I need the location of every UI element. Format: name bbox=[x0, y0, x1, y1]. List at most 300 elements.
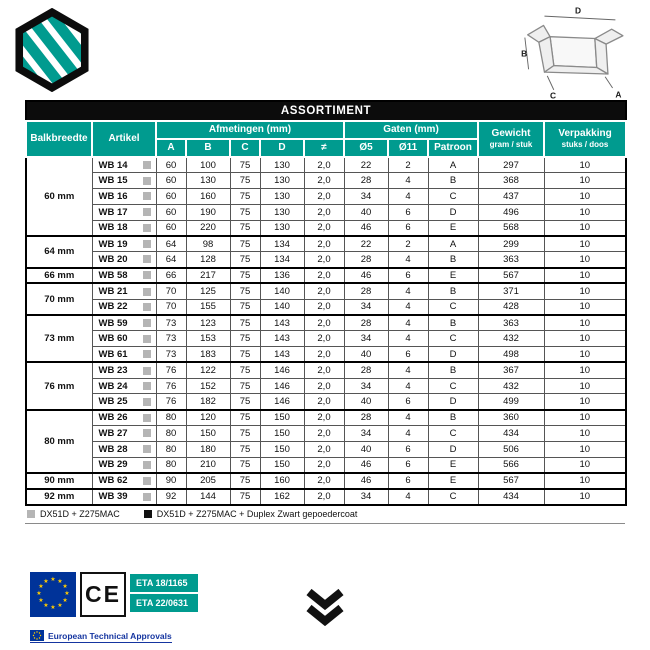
b-cell: 144 bbox=[186, 489, 230, 505]
a-cell: 66 bbox=[156, 268, 186, 284]
svg-text:★: ★ bbox=[43, 602, 49, 610]
t-cell: 2,0 bbox=[304, 489, 344, 505]
t-cell: 2,0 bbox=[304, 268, 344, 284]
o11-cell: 4 bbox=[388, 378, 428, 394]
gewicht-subtitle: gram / stuk bbox=[489, 140, 533, 150]
table-row bbox=[26, 204, 626, 220]
b-cell: 128 bbox=[186, 252, 230, 268]
col-header-patroon: Patroon bbox=[428, 139, 478, 157]
patroon-cell: B bbox=[428, 252, 478, 268]
o11-cell: 2 bbox=[388, 236, 428, 252]
a-cell: 90 bbox=[156, 473, 186, 489]
col-header-afmetingen: Afmetingen (mm) bbox=[156, 121, 344, 139]
col-header-c: C bbox=[230, 139, 260, 157]
o5-cell: 46 bbox=[344, 220, 388, 236]
t-cell: 2,0 bbox=[304, 426, 344, 442]
d-cell: 140 bbox=[260, 283, 304, 299]
finish-indicator bbox=[143, 461, 151, 469]
verpakking-cell: 10 bbox=[544, 173, 626, 189]
artikel-cell bbox=[92, 394, 156, 410]
artikel-label: WB 59 bbox=[98, 317, 128, 329]
c-cell: 75 bbox=[230, 347, 260, 363]
t-cell: 2,0 bbox=[304, 457, 344, 473]
b-cell: 183 bbox=[186, 347, 230, 363]
table-row bbox=[26, 347, 626, 363]
table-row bbox=[26, 236, 626, 252]
t-cell: 2,0 bbox=[304, 283, 344, 299]
verpakking-cell: 10 bbox=[544, 220, 626, 236]
finish-indicator bbox=[143, 224, 151, 232]
gewicht-cell: 432 bbox=[478, 331, 544, 347]
b-cell: 210 bbox=[186, 457, 230, 473]
artikel-label: WB 23 bbox=[98, 365, 128, 376]
assortiment-section bbox=[25, 100, 625, 524]
finish-indicator bbox=[143, 240, 151, 248]
c-cell: 75 bbox=[230, 394, 260, 410]
eu-mini-flag-icon bbox=[30, 630, 44, 641]
verpakking-cell: 10 bbox=[544, 236, 626, 252]
artikel-cell bbox=[92, 410, 156, 426]
artikel-label: WB 22 bbox=[98, 301, 128, 313]
d-cell: 134 bbox=[260, 252, 304, 268]
verpakking-subtitle: stuks / doos bbox=[561, 140, 609, 150]
o5-cell: 34 bbox=[344, 189, 388, 205]
a-cell: 80 bbox=[156, 441, 186, 457]
artikel-cell bbox=[92, 315, 156, 331]
grey-finish-swatch bbox=[27, 510, 35, 518]
o11-cell: 4 bbox=[388, 489, 428, 505]
balkbreedte-cell: 80 mm bbox=[26, 410, 92, 473]
t-cell: 2,0 bbox=[304, 236, 344, 252]
table-row bbox=[26, 220, 626, 236]
c-cell: 75 bbox=[230, 173, 260, 189]
o5-cell: 28 bbox=[344, 283, 388, 299]
o5-cell: 34 bbox=[344, 489, 388, 505]
artikel-label: WB 27 bbox=[98, 427, 128, 439]
o11-cell: 4 bbox=[388, 299, 428, 315]
artikel-cell bbox=[92, 220, 156, 236]
b-cell: 160 bbox=[186, 189, 230, 205]
artikel-cell bbox=[92, 268, 156, 284]
finish-indicator bbox=[143, 414, 151, 422]
b-cell: 122 bbox=[186, 362, 230, 378]
verpakking-cell: 10 bbox=[544, 378, 626, 394]
o11-cell: 4 bbox=[388, 173, 428, 189]
c-cell: 75 bbox=[230, 378, 260, 394]
c-cell: 75 bbox=[230, 315, 260, 331]
c-cell: 75 bbox=[230, 489, 260, 505]
scroll-down-chevrons[interactable] bbox=[302, 588, 348, 626]
gewicht-cell: 371 bbox=[478, 283, 544, 299]
chevron-down-icon bbox=[302, 588, 348, 626]
t-cell: 2,0 bbox=[304, 299, 344, 315]
verpakking-cell: 10 bbox=[544, 457, 626, 473]
gewicht-cell: 297 bbox=[478, 157, 544, 173]
o11-cell: 4 bbox=[388, 189, 428, 205]
c-cell: 75 bbox=[230, 410, 260, 426]
a-cell: 60 bbox=[156, 173, 186, 189]
o5-cell: 34 bbox=[344, 331, 388, 347]
o5-cell: 28 bbox=[344, 410, 388, 426]
table-row bbox=[26, 157, 626, 173]
o5-cell: 40 bbox=[344, 204, 388, 220]
table-row bbox=[26, 283, 626, 299]
t-cell: 2,0 bbox=[304, 252, 344, 268]
legend-label: DX51D + Z275MAC + Duplex Zwart gepoedercoat bbox=[156, 508, 358, 519]
b-cell: 150 bbox=[186, 426, 230, 442]
artikel-label: WB 26 bbox=[98, 412, 128, 424]
o5-cell: 46 bbox=[344, 457, 388, 473]
d-cell: 146 bbox=[260, 378, 304, 394]
gewicht-cell: 434 bbox=[478, 426, 544, 442]
o11-cell: 2 bbox=[388, 157, 428, 173]
artikel-label: WB 15 bbox=[98, 175, 128, 187]
dim-label-b: B bbox=[521, 48, 528, 59]
artikel-label: WB 60 bbox=[98, 333, 128, 345]
a-cell: 76 bbox=[156, 362, 186, 378]
table-title: ASSORTIMENT bbox=[26, 101, 626, 121]
o5-cell: 28 bbox=[344, 173, 388, 189]
b-cell: 120 bbox=[186, 410, 230, 426]
o11-cell: 4 bbox=[388, 331, 428, 347]
artikel-cell bbox=[92, 378, 156, 394]
balkbreedte-cell: 92 mm bbox=[26, 489, 92, 505]
o11-cell: 6 bbox=[388, 220, 428, 236]
o11-cell: 6 bbox=[388, 394, 428, 410]
svg-text:★: ★ bbox=[50, 576, 56, 583]
d-cell: 130 bbox=[260, 173, 304, 189]
verpakking-cell: 10 bbox=[544, 347, 626, 363]
finish-indicator bbox=[143, 477, 151, 485]
artikel-cell bbox=[92, 489, 156, 505]
o5-cell: 22 bbox=[344, 157, 388, 173]
artikel-cell bbox=[92, 299, 156, 315]
c-cell: 75 bbox=[230, 252, 260, 268]
t-cell: 2,0 bbox=[304, 410, 344, 426]
legend-item-standard bbox=[27, 509, 120, 519]
balkbreedte-cell: 60 mm bbox=[26, 157, 92, 236]
t-cell: 2,0 bbox=[304, 394, 344, 410]
joist-hanger-icon bbox=[518, 4, 640, 102]
c-cell: 75 bbox=[230, 283, 260, 299]
artikel-label: WB 18 bbox=[98, 222, 128, 234]
svg-text:★: ★ bbox=[36, 590, 42, 597]
t-cell: 2,0 bbox=[304, 173, 344, 189]
a-cell: 60 bbox=[156, 204, 186, 220]
c-cell: 75 bbox=[230, 299, 260, 315]
c-cell: 75 bbox=[230, 331, 260, 347]
a-cell: 70 bbox=[156, 299, 186, 315]
d-cell: 143 bbox=[260, 347, 304, 363]
c-cell: 75 bbox=[230, 473, 260, 489]
a-cell: 64 bbox=[156, 236, 186, 252]
artikel-cell bbox=[92, 236, 156, 252]
patroon-cell: C bbox=[428, 299, 478, 315]
a-cell: 80 bbox=[156, 410, 186, 426]
assortiment-table bbox=[25, 100, 627, 506]
svg-text:★: ★ bbox=[62, 583, 68, 590]
verpakking-cell: 10 bbox=[544, 410, 626, 426]
o11-cell: 4 bbox=[388, 252, 428, 268]
artikel-cell bbox=[92, 473, 156, 489]
b-cell: 130 bbox=[186, 173, 230, 189]
patroon-cell: B bbox=[428, 410, 478, 426]
o5-cell: 22 bbox=[344, 236, 388, 252]
svg-text:★: ★ bbox=[38, 597, 44, 604]
col-header-o5: Ø5 bbox=[344, 139, 388, 157]
technical-drawing bbox=[518, 4, 640, 102]
a-cell: 70 bbox=[156, 283, 186, 299]
c-cell: 75 bbox=[230, 441, 260, 457]
gewicht-cell: 299 bbox=[478, 236, 544, 252]
svg-text:★: ★ bbox=[62, 597, 68, 604]
o5-cell: 46 bbox=[344, 473, 388, 489]
brand-logo bbox=[10, 8, 94, 92]
black-finish-swatch bbox=[144, 510, 152, 518]
finish-indicator bbox=[143, 382, 151, 390]
verpakking-cell: 10 bbox=[544, 315, 626, 331]
verpakking-cell: 10 bbox=[544, 299, 626, 315]
b-cell: 123 bbox=[186, 315, 230, 331]
balkbreedte-cell: 76 mm bbox=[26, 362, 92, 409]
b-cell: 182 bbox=[186, 394, 230, 410]
artikel-label: WB 16 bbox=[98, 190, 128, 202]
verpakking-cell: 10 bbox=[544, 252, 626, 268]
gewicht-cell: 434 bbox=[478, 489, 544, 505]
o5-cell: 34 bbox=[344, 299, 388, 315]
col-header-thickness: ≠ bbox=[304, 139, 344, 157]
t-cell: 2,0 bbox=[304, 473, 344, 489]
verpakking-cell: 10 bbox=[544, 283, 626, 299]
patroon-cell: E bbox=[428, 220, 478, 236]
d-cell: 140 bbox=[260, 299, 304, 315]
eta-approvals bbox=[130, 574, 198, 612]
finish-indicator bbox=[143, 288, 151, 296]
table-row bbox=[26, 441, 626, 457]
b-cell: 98 bbox=[186, 236, 230, 252]
verpakking-cell: 10 bbox=[544, 204, 626, 220]
o5-cell: 40 bbox=[344, 394, 388, 410]
c-cell: 75 bbox=[230, 189, 260, 205]
artikel-label: WB 14 bbox=[98, 159, 128, 171]
patroon-cell: B bbox=[428, 362, 478, 378]
artikel-label: WB 21 bbox=[98, 286, 128, 298]
artikel-cell bbox=[92, 457, 156, 473]
artikel-cell bbox=[92, 204, 156, 220]
c-cell: 75 bbox=[230, 157, 260, 173]
d-cell: 162 bbox=[260, 489, 304, 505]
svg-text:★: ★ bbox=[50, 604, 56, 611]
verpakking-cell: 10 bbox=[544, 268, 626, 284]
o11-cell: 4 bbox=[388, 362, 428, 378]
finish-indicator bbox=[143, 493, 151, 501]
patroon-cell: C bbox=[428, 489, 478, 505]
svg-text:★: ★ bbox=[38, 583, 44, 590]
d-cell: 150 bbox=[260, 441, 304, 457]
finish-indicator bbox=[143, 177, 151, 185]
t-cell: 2,0 bbox=[304, 347, 344, 363]
b-cell: 100 bbox=[186, 157, 230, 173]
col-header-gaten: Gaten (mm) bbox=[344, 121, 478, 139]
table-row bbox=[26, 473, 626, 489]
patroon-cell: C bbox=[428, 426, 478, 442]
svg-text:★: ★ bbox=[57, 602, 63, 610]
gewicht-title: Gewicht bbox=[491, 128, 531, 140]
table-row bbox=[26, 331, 626, 347]
table-row bbox=[26, 315, 626, 331]
o5-cell: 40 bbox=[344, 441, 388, 457]
eta-chip: ETA 18/1165 bbox=[130, 574, 198, 592]
verpakking-cell: 10 bbox=[544, 189, 626, 205]
artikel-cell bbox=[92, 362, 156, 378]
artikel-label: WB 58 bbox=[98, 269, 128, 281]
b-cell: 153 bbox=[186, 331, 230, 347]
finish-indicator bbox=[143, 255, 151, 263]
table-row bbox=[26, 173, 626, 189]
d-cell: 143 bbox=[260, 315, 304, 331]
t-cell: 2,0 bbox=[304, 189, 344, 205]
patroon-cell: D bbox=[428, 347, 478, 363]
verpakking-cell: 10 bbox=[544, 331, 626, 347]
a-cell: 80 bbox=[156, 457, 186, 473]
gewicht-cell: 496 bbox=[478, 204, 544, 220]
d-cell: 150 bbox=[260, 426, 304, 442]
verpakking-cell: 10 bbox=[544, 441, 626, 457]
finish-indicator bbox=[143, 367, 151, 375]
balkbreedte-cell: 70 mm bbox=[26, 283, 92, 315]
a-cell: 80 bbox=[156, 426, 186, 442]
o11-cell: 4 bbox=[388, 426, 428, 442]
col-header-verpakking bbox=[544, 121, 626, 157]
artikel-cell bbox=[92, 347, 156, 363]
table-row bbox=[26, 299, 626, 315]
c-cell: 75 bbox=[230, 268, 260, 284]
c-cell: 75 bbox=[230, 236, 260, 252]
col-header-artikel: Artikel bbox=[92, 121, 156, 157]
patroon-cell: D bbox=[428, 394, 478, 410]
a-cell: 73 bbox=[156, 347, 186, 363]
b-cell: 180 bbox=[186, 441, 230, 457]
eu-flag-icon bbox=[30, 572, 76, 617]
dim-label-a: A bbox=[615, 89, 622, 100]
d-cell: 130 bbox=[260, 189, 304, 205]
c-cell: 75 bbox=[230, 362, 260, 378]
artikel-label: WB 17 bbox=[98, 206, 128, 218]
b-cell: 190 bbox=[186, 204, 230, 220]
finish-legend bbox=[25, 506, 625, 524]
finish-indicator bbox=[143, 398, 151, 406]
legend-item-duplex bbox=[144, 509, 358, 519]
gewicht-cell: 360 bbox=[478, 410, 544, 426]
c-cell: 75 bbox=[230, 204, 260, 220]
approvals-link[interactable] bbox=[30, 630, 172, 643]
eu-flag bbox=[30, 572, 76, 617]
dim-label-c: C bbox=[550, 90, 557, 101]
o5-cell: 28 bbox=[344, 315, 388, 331]
t-cell: 2,0 bbox=[304, 315, 344, 331]
o11-cell: 6 bbox=[388, 441, 428, 457]
svg-text:★: ★ bbox=[43, 577, 49, 585]
gewicht-cell: 568 bbox=[478, 220, 544, 236]
t-cell: 2,0 bbox=[304, 204, 344, 220]
table-row bbox=[26, 362, 626, 378]
verpakking-cell: 10 bbox=[544, 394, 626, 410]
finish-indicator bbox=[143, 271, 151, 279]
artikel-label: WB 24 bbox=[98, 380, 128, 392]
d-cell: 136 bbox=[260, 268, 304, 284]
gewicht-cell: 567 bbox=[478, 473, 544, 489]
approvals-label: European Technical Approvals bbox=[48, 630, 172, 641]
d-cell: 130 bbox=[260, 204, 304, 220]
patroon-cell: C bbox=[428, 189, 478, 205]
patroon-cell: E bbox=[428, 473, 478, 489]
d-cell: 150 bbox=[260, 457, 304, 473]
a-cell: 73 bbox=[156, 315, 186, 331]
artikel-label: WB 28 bbox=[98, 443, 128, 455]
balkbreedte-cell: 73 mm bbox=[26, 315, 92, 362]
d-cell: 146 bbox=[260, 362, 304, 378]
artikel-label: WB 39 bbox=[98, 491, 128, 503]
artikel-cell bbox=[92, 331, 156, 347]
patroon-cell: C bbox=[428, 378, 478, 394]
artikel-label: WB 20 bbox=[98, 253, 128, 265]
col-header-b: B bbox=[186, 139, 230, 157]
b-cell: 155 bbox=[186, 299, 230, 315]
c-cell: 75 bbox=[230, 457, 260, 473]
verpakking-cell: 10 bbox=[544, 489, 626, 505]
patroon-cell: A bbox=[428, 157, 478, 173]
balkbreedte-cell: 66 mm bbox=[26, 268, 92, 284]
c-cell: 75 bbox=[230, 220, 260, 236]
verpakking-cell: 10 bbox=[544, 473, 626, 489]
table-row bbox=[26, 189, 626, 205]
verpakking-cell: 10 bbox=[544, 426, 626, 442]
o11-cell: 6 bbox=[388, 347, 428, 363]
artikel-label: WB 62 bbox=[98, 475, 128, 487]
b-cell: 220 bbox=[186, 220, 230, 236]
col-header-gewicht bbox=[478, 121, 544, 157]
t-cell: 2,0 bbox=[304, 441, 344, 457]
a-cell: 92 bbox=[156, 489, 186, 505]
patroon-cell: B bbox=[428, 283, 478, 299]
d-cell: 134 bbox=[260, 236, 304, 252]
table-row bbox=[26, 252, 626, 268]
gewicht-cell: 428 bbox=[478, 299, 544, 315]
a-cell: 64 bbox=[156, 252, 186, 268]
gewicht-cell: 566 bbox=[478, 457, 544, 473]
d-cell: 146 bbox=[260, 394, 304, 410]
finish-indicator bbox=[143, 350, 151, 358]
svg-text:★: ★ bbox=[64, 590, 70, 597]
patroon-cell: A bbox=[428, 236, 478, 252]
artikel-cell bbox=[92, 173, 156, 189]
gewicht-cell: 432 bbox=[478, 378, 544, 394]
gewicht-cell: 498 bbox=[478, 347, 544, 363]
gewicht-cell: 437 bbox=[478, 189, 544, 205]
finish-indicator bbox=[143, 319, 151, 327]
patroon-cell: B bbox=[428, 315, 478, 331]
table-row bbox=[26, 489, 626, 505]
o5-cell: 40 bbox=[344, 347, 388, 363]
o5-cell: 46 bbox=[344, 268, 388, 284]
artikel-cell bbox=[92, 252, 156, 268]
col-header-balkbreedte: Balkbreedte bbox=[26, 121, 92, 157]
t-cell: 2,0 bbox=[304, 331, 344, 347]
artikel-label: WB 19 bbox=[98, 238, 128, 250]
table-row bbox=[26, 378, 626, 394]
col-header-d: D bbox=[260, 139, 304, 157]
gewicht-cell: 506 bbox=[478, 441, 544, 457]
